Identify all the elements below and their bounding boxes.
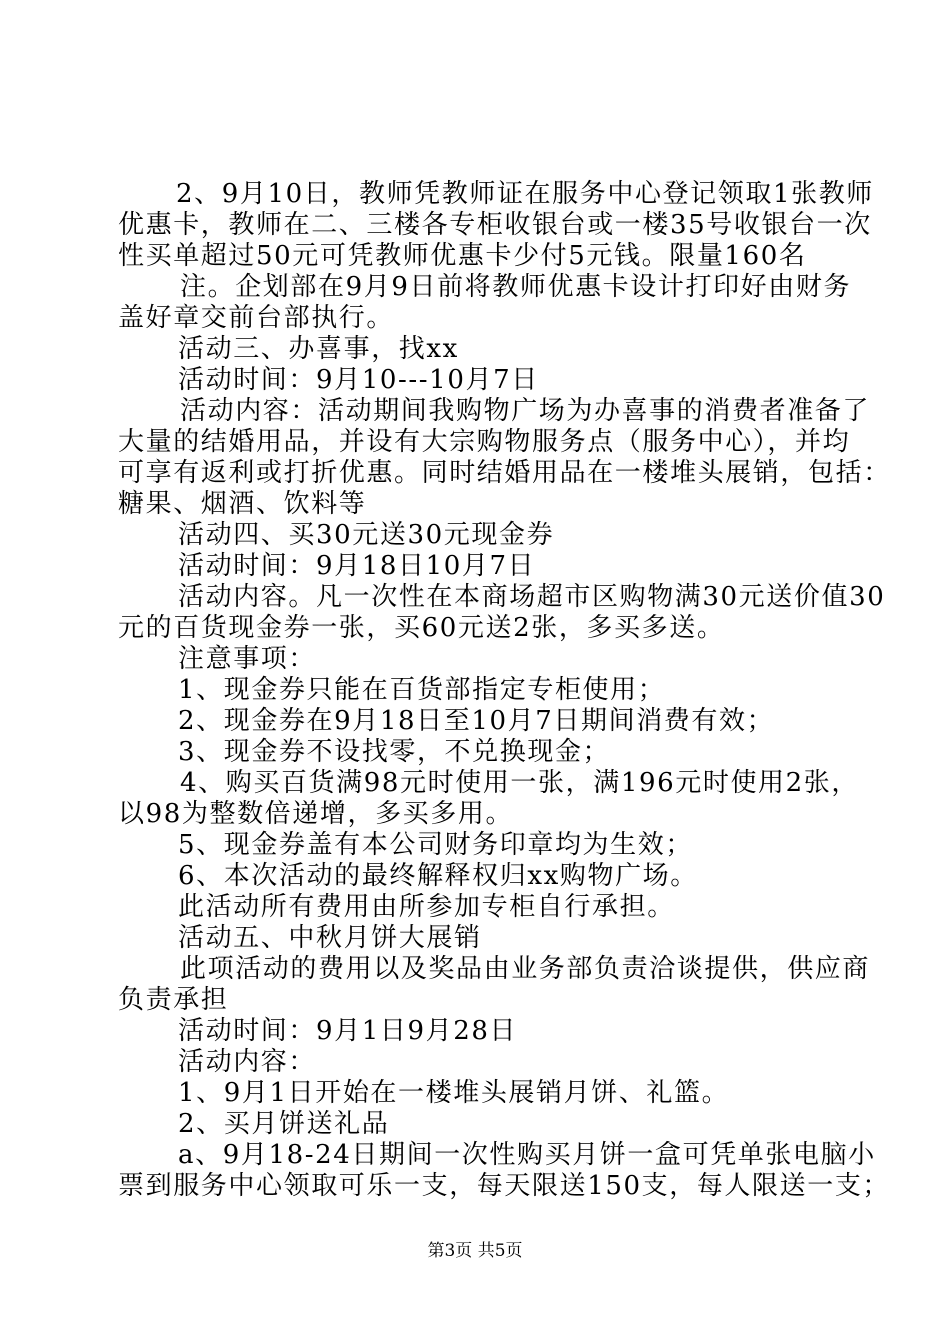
- text-line: 可享有返利或打折优惠。同时结婚用品在一楼堆头展销，包括：: [118, 458, 891, 488]
- text-line: 此项活动的费用以及奖品由业务部负责洽谈提供，供应商: [180, 954, 871, 984]
- text-line: 票到服务中心领取可乐一支，每天限送150支，每人限送一支；: [118, 1171, 891, 1201]
- text-line: 优惠卡，教师在二、三楼各专柜收银台或一楼35号收银台一次: [118, 210, 872, 240]
- text-line: 注。企划部在9月9日前将教师优惠卡设计打印好由财务: [180, 272, 852, 302]
- text-line: 活动四、买30元送30元现金券: [178, 520, 555, 550]
- text-line: 2、现金券在9月18日至10月7日期间消费有效；: [178, 706, 775, 736]
- text-line: 1、9月1日开始在一楼堆头展销月饼、礼篮。: [178, 1078, 730, 1108]
- text-line: 活动内容：: [178, 1047, 317, 1077]
- text-line: 6、本次活动的最终解释权归xx购物广场。: [178, 861, 698, 891]
- text-line: 活动五、中秋月饼大展销: [178, 923, 482, 953]
- text-line: 2、9月10日，教师凭教师证在服务中心登记领取1张教师: [176, 179, 874, 209]
- text-line: a、9月18-24日期间一次性购买月饼一盒可凭单张电脑小: [178, 1140, 876, 1170]
- text-line: 盖好章交前台部执行。: [118, 303, 395, 333]
- text-line: 活动内容：活动期间我购物广场为办喜事的消费者准备了: [180, 396, 871, 426]
- text-line: 1、现金券只能在百货部指定专柜使用；: [178, 675, 666, 705]
- text-line: 注意事项：: [178, 644, 317, 674]
- text-line: 2、买月饼送礼品: [178, 1109, 390, 1139]
- text-line: 活动时间：9月1日9月28日: [178, 1016, 518, 1046]
- page-footer: 第3页 共5页: [427, 1241, 523, 1261]
- text-line: 此活动所有费用由所参加专柜自行承担。: [178, 892, 675, 922]
- text-line: 5、现金券盖有本公司财务印章均为生效；: [178, 830, 693, 860]
- text-line: 活动时间：9月10---10月7日: [178, 365, 539, 395]
- text-line: 糖果、烟酒、饮料等: [118, 489, 367, 519]
- text-line: 4、购买百货满98元时使用一张，满196元时使用2张，: [180, 768, 859, 798]
- text-line: 元的百货现金券一张，买60元送2张，多买多送。: [118, 613, 725, 643]
- text-line: 以98为整数倍递增，多买多用。: [118, 799, 514, 829]
- text-line: 大量的结婚用品，并设有大宗购物服务点（服务中心），并均: [118, 427, 851, 457]
- text-line: 性买单超过50元可凭教师优惠卡少付5元钱。限量160名: [118, 241, 807, 271]
- text-line: 活动时间：9月18日10月7日: [178, 551, 536, 581]
- text-line: 活动内容。凡一次性在本商场超市区购物满30元送价值30: [178, 582, 886, 612]
- text-line: 3、现金券不设找零，不兑换现金；: [178, 737, 611, 767]
- text-line: 活动三、办喜事，找xx: [178, 334, 459, 364]
- text-line: 负责承担: [118, 985, 229, 1015]
